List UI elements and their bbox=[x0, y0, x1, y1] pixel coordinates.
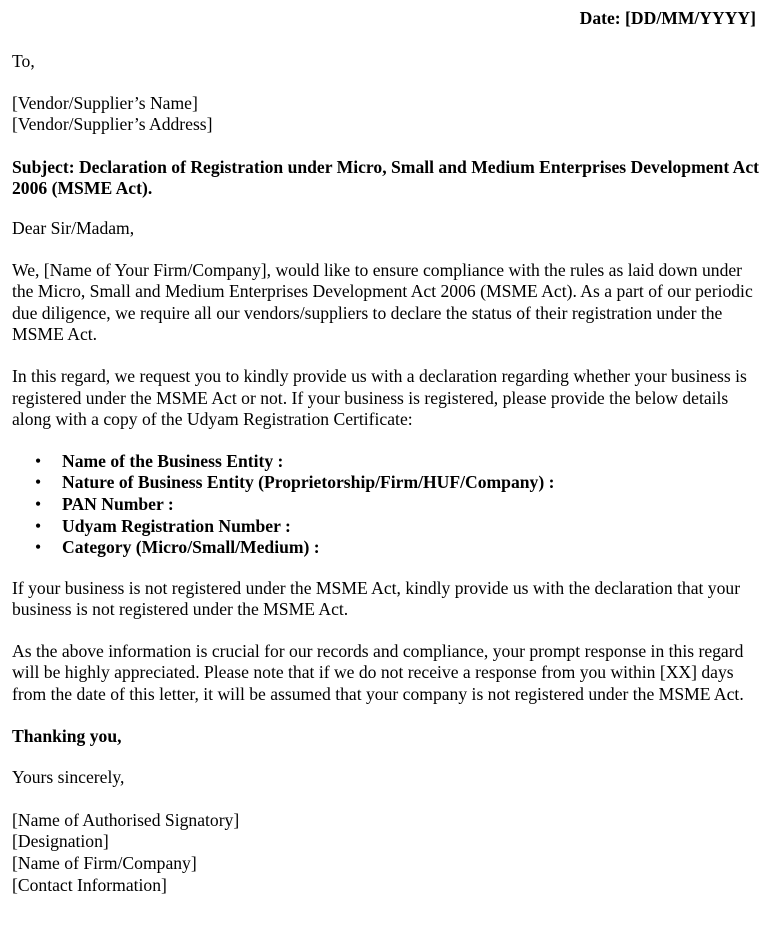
recipient-name: [Vendor/Supplier’s Name] bbox=[12, 92, 198, 113]
signatory-designation: [Designation] bbox=[12, 831, 109, 852]
detail-label: PAN Number : bbox=[62, 493, 174, 514]
bullet-icon: • bbox=[35, 450, 42, 471]
paragraph-deadline: As the above information is crucial for our records and compliance, your prompt response in this regard will be highly appreciated. Please note that if we do not receive a response from you within [XX] days from the date of this letter, it will be assumed that your company is not registered under the MSME Act. bbox=[12, 640, 744, 705]
recipient-to: To, bbox=[12, 51, 35, 71]
details-list bbox=[12, 451, 762, 559]
signatory-name: [Name of Authorised Signatory] bbox=[12, 809, 240, 830]
list-item bbox=[35, 515, 762, 538]
detail-label: Category (Micro/Small/Medium) : bbox=[62, 537, 320, 558]
bullet-icon: • bbox=[35, 515, 42, 536]
detail-label: Nature of Business Entity (Proprietorship/Firm/HUF/Company) : bbox=[62, 472, 555, 493]
bullet-icon: • bbox=[35, 472, 42, 493]
closing-line: Yours sincerely, bbox=[12, 767, 125, 788]
detail-label: Udyam Registration Number : bbox=[62, 515, 291, 536]
paragraph-not-registered: If your business is not registered under the MSME Act, kindly provide us with the declaration that your business is not registered under the MSME Act. bbox=[12, 577, 741, 620]
bullet-icon: • bbox=[35, 493, 42, 514]
letter-body bbox=[12, 51, 762, 896]
recipient-address-block bbox=[12, 93, 762, 136]
signature-block bbox=[12, 810, 762, 896]
letter-subject: Subject: Declaration of Registration under Micro, Small and Medium Enterprises Development Act 2006 (MSME Act). bbox=[12, 156, 760, 199]
salutation: Dear Sir/Madam, bbox=[12, 217, 135, 238]
signatory-firm: [Name of Firm/Company] bbox=[12, 853, 197, 874]
thanks-line: Thanking you, bbox=[12, 725, 122, 746]
list-item bbox=[35, 472, 762, 494]
paragraph-request: In this regard, we request you to kindly provide us with a declaration regarding whether your business is registered under the MSME Act or not. If your business is registered, please provide the below details along with a copy of the Udyam Registration Certificate: bbox=[12, 365, 747, 430]
list-item bbox=[35, 537, 762, 559]
letter-date: Date: [DD/MM/YYYY] bbox=[579, 8, 756, 28]
signatory-contact: [Contact Information] bbox=[12, 874, 167, 895]
detail-label: Name of the Business Entity : bbox=[62, 450, 284, 471]
recipient-address: [Vendor/Supplier’s Address] bbox=[12, 114, 213, 135]
list-item bbox=[35, 450, 762, 473]
paragraph-intro: We, [Name of Your Firm/Company], would like to ensure compliance with the rules as laid down under the Micro, Small and Medium Enterprises Development Act 2006 (MSME Act). As a part of our periodic due diligence, we require all our vendors/suppliers to declare the status of their registration under the MSME Act. bbox=[12, 259, 753, 345]
list-item bbox=[35, 493, 762, 516]
bullet-icon: • bbox=[35, 537, 42, 558]
